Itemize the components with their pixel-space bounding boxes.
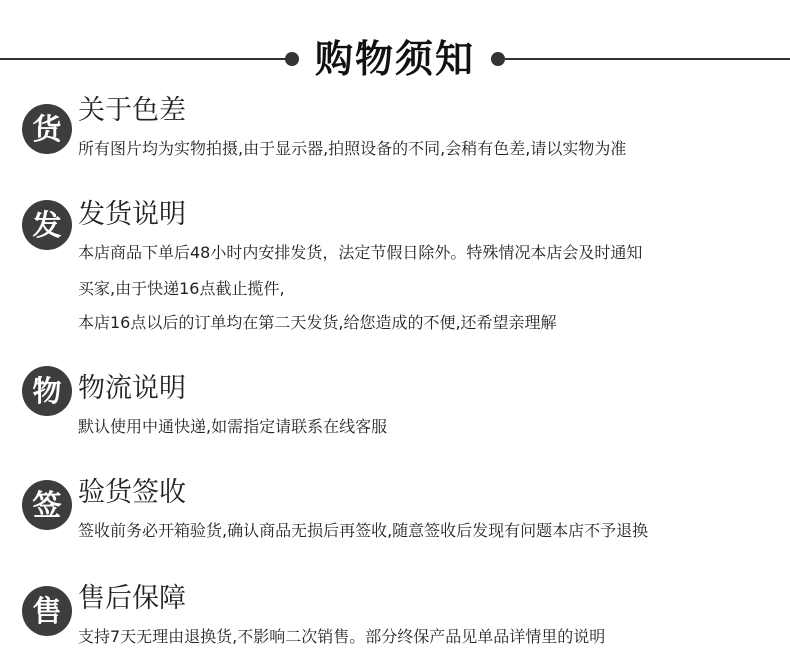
section-title: 物流说明 xyxy=(78,373,186,404)
section-text-line: 默认使用中通快递,如需指定请联系在线客服 xyxy=(78,417,388,436)
section-inspection xyxy=(0,478,790,558)
section-title: 验货签收 xyxy=(78,477,186,508)
section-title: 售后保障 xyxy=(78,583,186,614)
section-badge: 货 xyxy=(22,104,72,154)
section-badge: 物 xyxy=(22,366,72,416)
section-shipping xyxy=(0,198,790,348)
section-title: 发货说明 xyxy=(78,199,186,230)
header-divider-right xyxy=(502,58,790,60)
page-title: 购物须知 xyxy=(314,37,475,81)
section-title: 关于色差 xyxy=(78,95,186,126)
section-badge: 签 xyxy=(22,480,72,530)
section-text-line: 所有图片均为实物拍摄,由于显示器,拍照设备的不同,会稍有色差,请以实物为准 xyxy=(78,139,627,158)
header-divider-left xyxy=(0,58,288,60)
section-color-difference xyxy=(0,92,790,172)
section-text-line: 支持7天无理由退换货,不影响二次销售。部分终保产品见单品详情里的说明 xyxy=(78,627,606,646)
section-text-line: 本店商品下单后48小时内安排发货，法定节假日除外。特殊情况本店会及时通知 xyxy=(78,243,643,262)
header-dot-left xyxy=(285,52,299,66)
section-text-line: 买家,由于快递16点截止揽件, xyxy=(78,279,285,298)
section-text-line: 本店16点以后的订单均在第二天发货,给您造成的不便,还希望亲理解 xyxy=(78,313,557,332)
section-text-line: 签收前务必开箱验货,确认商品无损后再签收,随意签收后发现有问题本店不予退换 xyxy=(78,521,649,540)
section-badge: 发 xyxy=(22,200,72,250)
section-logistics xyxy=(0,372,790,452)
section-badge: 售 xyxy=(22,586,72,636)
section-after-sales xyxy=(0,582,790,662)
